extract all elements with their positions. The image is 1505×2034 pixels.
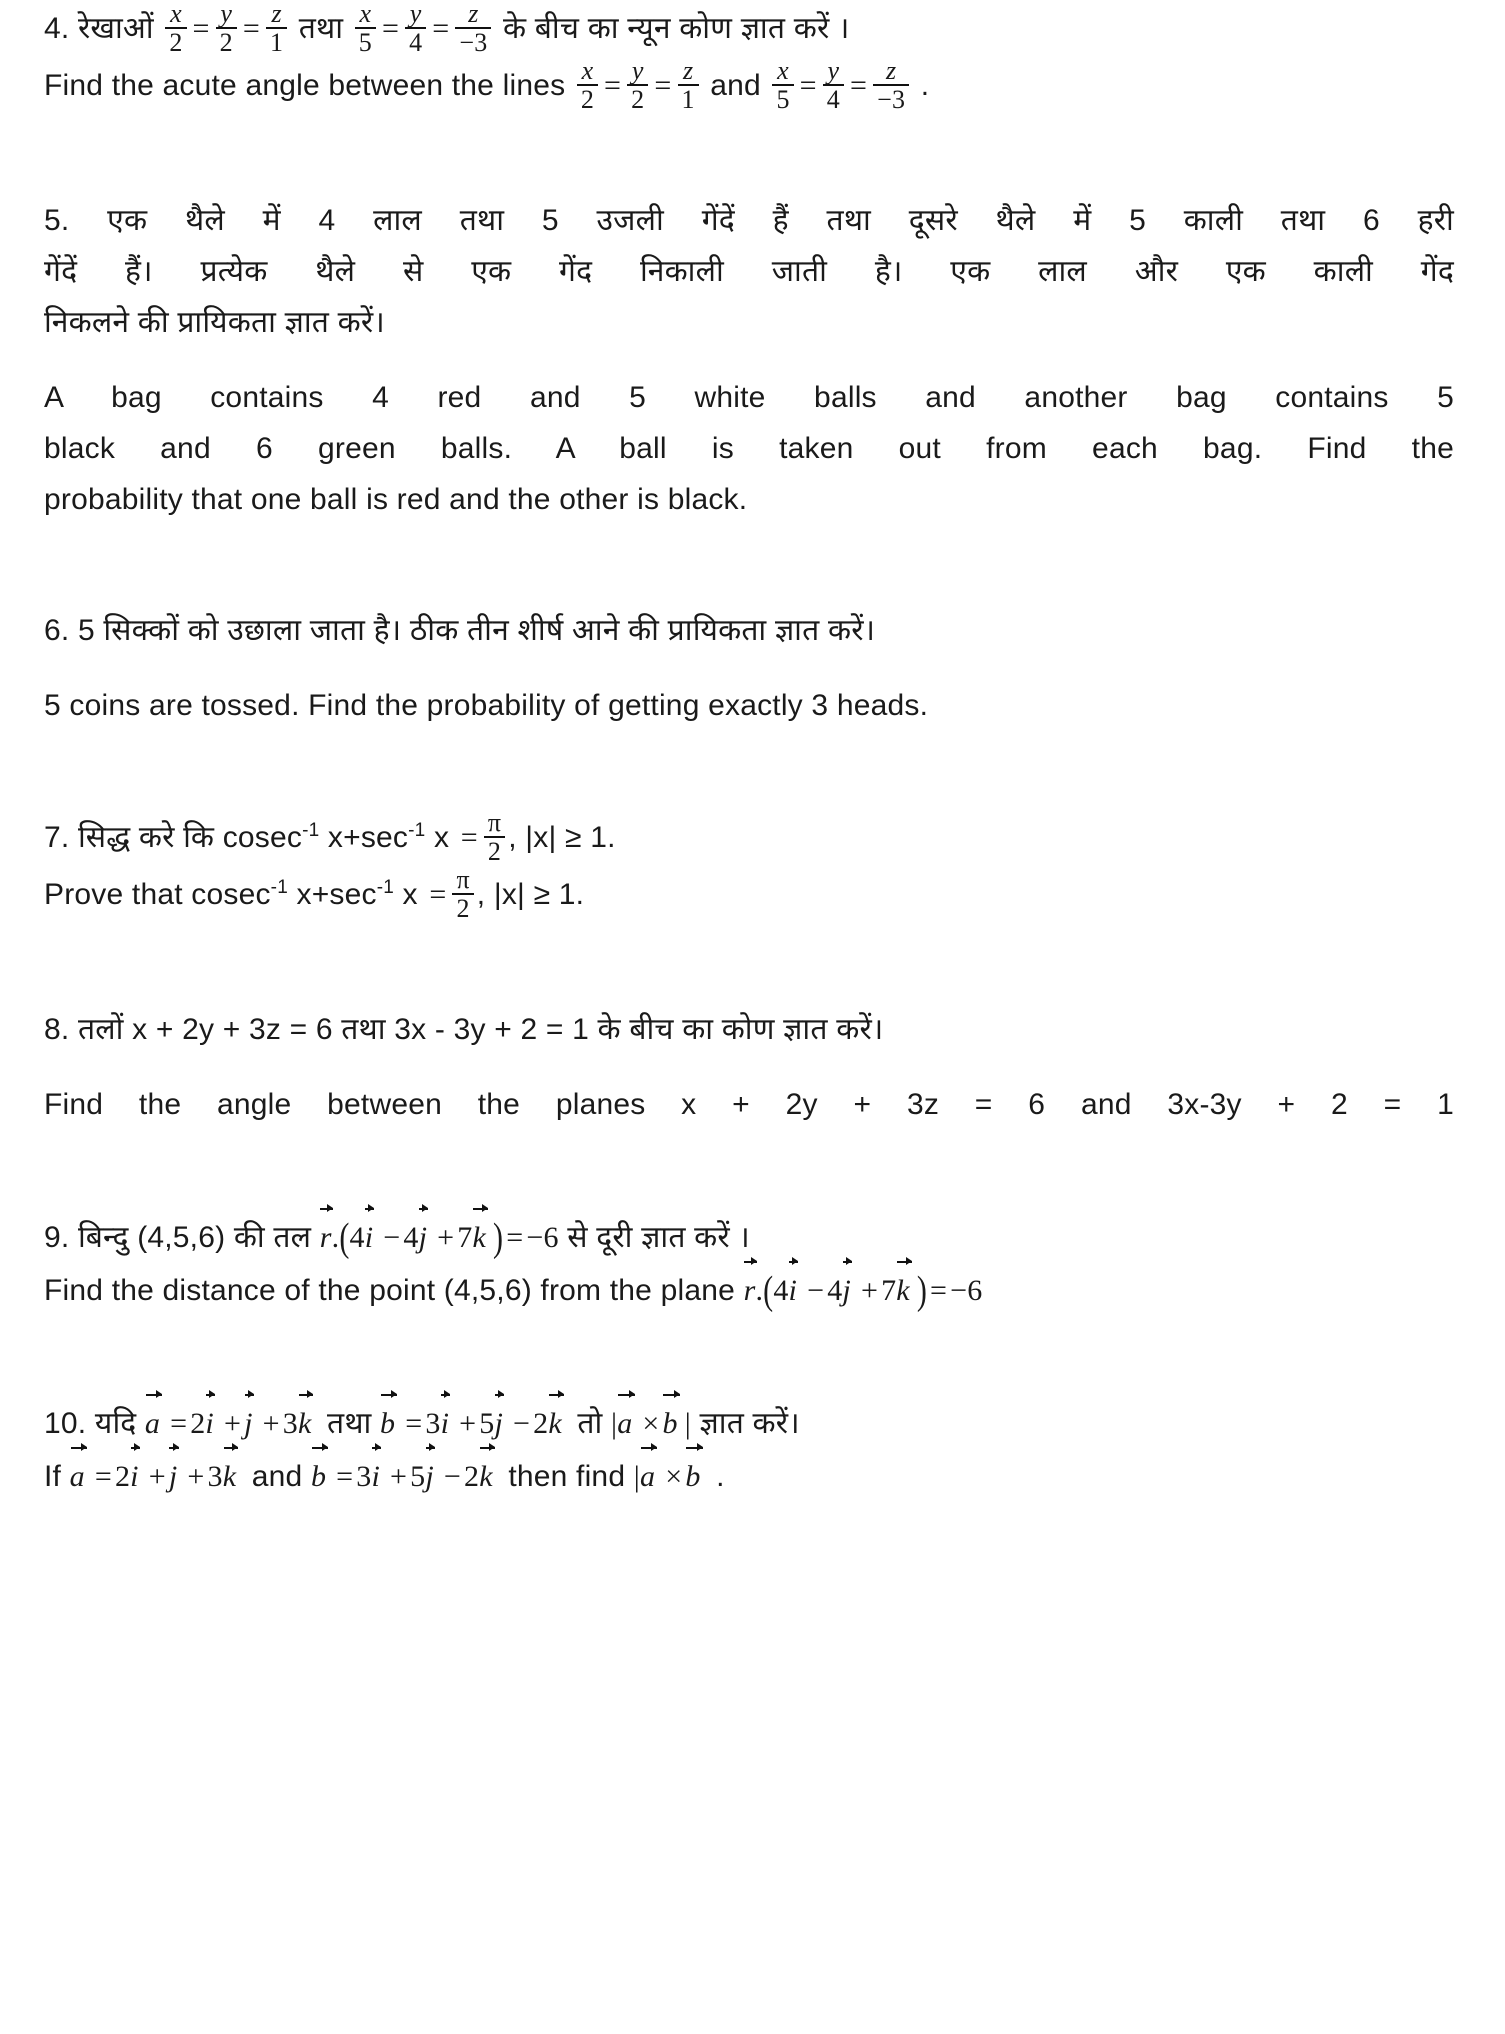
vector-r: r	[744, 1263, 756, 1316]
spacer	[44, 115, 1454, 195]
minus-sign: −	[512, 1407, 531, 1441]
question-7-english	[44, 864, 1454, 925]
vector-a: a	[640, 1449, 655, 1502]
question-4-hindi-tail: के बीच का न्यून कोण ज्ञात करें ।	[503, 12, 850, 46]
question-10-hindi-lead: 10. यदि	[44, 1407, 137, 1441]
rhs-value: −6	[526, 1221, 559, 1255]
fraction-x-2	[577, 57, 598, 114]
question-10-english-mid: and	[251, 1460, 303, 1494]
question-4-english-math-line1	[574, 55, 710, 114]
equals-sign: =	[604, 68, 622, 102]
question-4-english-lead: Find the acute angle between the lines	[44, 68, 566, 102]
absolute-x: |x|	[525, 821, 557, 855]
coefficient-4: 4	[773, 1274, 789, 1308]
equals-sign: =	[405, 1407, 423, 1441]
unit-vector-i: i	[365, 1210, 374, 1263]
question-5-hindi-line-2: गेंदें हैं। प्रत्येक थैले से एक गेंद निकाली जाती है। एक लाल और एक काली गेंद	[44, 255, 1454, 289]
question-7	[44, 808, 1454, 924]
vector-b-definition	[380, 1407, 577, 1440]
denominator-2: 2	[452, 893, 473, 922]
numerator: y	[220, 0, 233, 28]
numerator: x	[581, 55, 594, 85]
question-5-english-line-1: A bag contains 4 red and 5 white balls and another bag contains 5	[44, 381, 1454, 415]
question-8-english-line-1: Find the angle between the planes x + 2y + 3z = 6 and 3x-3y + 2 = 1	[44, 1088, 1454, 1122]
vector-b: b	[311, 1449, 326, 1502]
equals-sign: =	[170, 1407, 188, 1441]
coefficient-3: 3	[425, 1407, 441, 1441]
coefficient-7: 7	[881, 1274, 897, 1308]
question-9-hindi	[44, 1210, 1454, 1263]
denominator: 2	[577, 84, 598, 113]
question-10-english-lead: If	[44, 1460, 62, 1494]
spacer	[44, 1055, 1454, 1079]
denominator: 4	[823, 84, 844, 113]
plus-sign: +	[148, 1460, 166, 1494]
question-4-math-line1	[162, 0, 298, 58]
numerator: y	[631, 55, 644, 85]
equals-sign: =	[94, 1460, 112, 1494]
question-4-hindi-lead: 4. रेखाओं	[44, 12, 154, 46]
close-paren: )	[916, 1268, 928, 1314]
cosec-label: cosec	[222, 821, 303, 855]
equals-sign: =	[192, 12, 210, 46]
vector-b: b	[685, 1449, 700, 1502]
dot-product: .	[331, 1221, 340, 1255]
vector-r: r	[320, 1210, 332, 1263]
exponent-minus-one: -1	[302, 820, 320, 842]
question-8	[44, 1004, 1454, 1130]
unit-vector-k: k	[896, 1263, 910, 1316]
vector-a: a	[617, 1396, 632, 1449]
question-7-hindi	[44, 808, 1454, 868]
numerator: y	[827, 55, 840, 85]
vector-a: a	[145, 1396, 160, 1449]
question-list	[44, 2, 1454, 1502]
denominator: 1	[678, 84, 699, 113]
spacer	[44, 924, 1454, 1004]
unit-vector-j: j	[244, 1396, 253, 1449]
denominator: 2	[627, 84, 648, 113]
plus-sec: x+sec	[287, 878, 377, 911]
plus-sign: +	[860, 1274, 879, 1308]
variable-x: x	[394, 878, 418, 911]
question-9-english	[44, 1263, 1454, 1316]
coefficient-4: 4	[827, 1274, 843, 1308]
question-4-hindi-mid: तथा	[298, 12, 344, 46]
plus-sign: +	[390, 1460, 408, 1494]
equals-sign: =	[930, 1274, 948, 1308]
question-9	[44, 1210, 1454, 1316]
question-9-english-lead: Find the distance of the point (4,5,6) from the plane	[44, 1274, 736, 1308]
plus-sign: +	[223, 1407, 242, 1441]
equals-sign: =	[429, 878, 447, 911]
equals-sign: =	[336, 1460, 354, 1494]
unit-vector-j: j	[169, 1449, 178, 1502]
equals-sign: =	[432, 12, 450, 46]
question-9-hindi-lead: 9. बिन्दु (4,5,6) की तल	[44, 1221, 312, 1255]
coefficient-4: 4	[349, 1221, 365, 1255]
cross-product-magnitude	[611, 1407, 700, 1440]
question-4-english	[44, 55, 1454, 116]
cross-sign: ×	[642, 1407, 660, 1441]
question-10-english	[44, 1449, 1454, 1502]
coefficient-3: 3	[282, 1407, 298, 1441]
denominator: 5	[355, 27, 376, 56]
coefficient-5: 5	[479, 1407, 495, 1441]
coefficient-2: 2	[533, 1407, 549, 1441]
question-7-hindi-lead: 7. सिद्ध करे कि	[44, 821, 215, 855]
coefficient-2: 2	[190, 1407, 206, 1441]
vector-b-definition	[311, 1460, 508, 1493]
question-7-english-lead: Prove that	[44, 878, 183, 911]
exponent-minus-one: -1	[408, 820, 426, 842]
coefficient-4: 4	[403, 1221, 419, 1255]
fraction-y-4	[823, 57, 844, 114]
coefficient-3: 3	[356, 1460, 372, 1494]
cross-product-magnitude	[634, 1460, 716, 1493]
spacer	[44, 525, 1454, 605]
question-6-hindi-line-1: 6. 5 सिक्कों को उछाला जाता है। ठीक तीन शीर्ष आने की प्रायिकता ज्ञात करें।	[44, 614, 876, 648]
fraction-y-2	[216, 0, 237, 57]
question-7-expression	[222, 808, 616, 867]
coefficient-2: 2	[114, 1460, 131, 1494]
question-10-hindi	[44, 1396, 1454, 1449]
equals-sign: =	[460, 821, 478, 855]
vector-a: a	[70, 1449, 85, 1502]
unit-vector-i: i	[130, 1449, 139, 1502]
unit-vector-i: i	[789, 1263, 798, 1316]
fraction-z-minus3	[873, 57, 909, 114]
question-5-hindi-line-1: 5. एक थैले में 4 लाल तथा 5 उजली गेंदें हैं तथा दूसरे थैले में 5 काली तथा 6 हरी	[44, 204, 1454, 238]
fraction-x-5	[355, 0, 376, 57]
numerator-pi: π	[487, 808, 502, 838]
denominator: −3	[455, 27, 491, 56]
cosec-label: cosec	[191, 878, 271, 911]
denominator-2: 2	[484, 836, 505, 865]
unit-vector-j: j	[425, 1449, 434, 1502]
rhs-value: −6	[950, 1274, 983, 1308]
numerator-pi: π	[456, 864, 470, 894]
question-4-english-mid: and	[710, 68, 761, 102]
variable-x: x	[425, 821, 450, 855]
question-10-hindi-mid: तथा	[327, 1407, 372, 1441]
question-10-hindi-then: तो	[577, 1407, 603, 1441]
question-5-english-line-2: black and 6 green balls. A ball is taken out from each bag. Find the	[44, 432, 1454, 466]
absolute-x: |x|	[493, 878, 526, 911]
numerator: x	[777, 55, 789, 85]
question-8-hindi-line-1: 8. तलों x + 2y + 3z = 6 तथा 3x - 3y + 2 = 1 के बीच का कोण ज्ञात करें।	[44, 1013, 884, 1047]
denominator: 2	[216, 27, 237, 56]
question-9-hindi-tail: से दूरी ज्ञात करें ।	[567, 1221, 750, 1255]
spacer	[44, 1316, 1454, 1396]
equals-sign: =	[242, 12, 260, 46]
plus-sign: +	[262, 1407, 280, 1441]
coefficient-5: 5	[410, 1460, 426, 1494]
spacer	[44, 731, 1454, 811]
question-6-english-line-1: 5 coins are tossed. Find the probability of getting exactly 3 heads.	[44, 689, 929, 723]
bar-left: |	[611, 1407, 618, 1441]
equals-sign: =	[381, 12, 400, 46]
plus-sign: +	[459, 1407, 477, 1441]
cross-sign: ×	[665, 1460, 683, 1494]
question-4-hindi	[44, 2, 1454, 59]
bar-left: |	[633, 1460, 640, 1494]
numerator: x	[359, 0, 372, 28]
vector-a-definition	[70, 1460, 252, 1493]
denominator: 5	[772, 84, 793, 113]
question-5-english-line-3: probability that one ball is red and the other is black.	[44, 483, 748, 517]
numerator: z	[885, 55, 897, 85]
minus-sign: −	[807, 1274, 825, 1308]
unit-vector-k: k	[548, 1396, 562, 1449]
denominator: −3	[873, 84, 909, 113]
numerator: y	[409, 0, 422, 28]
greater-equal-one: ≥ 1.	[533, 878, 585, 911]
question-4-english-tail: .	[920, 68, 930, 102]
exponent-minus-one: -1	[270, 877, 288, 898]
denominator: 4	[405, 27, 426, 56]
unit-vector-k: k	[298, 1396, 312, 1449]
question-4	[44, 2, 1454, 115]
plus-sec: x+sec	[319, 821, 409, 855]
numerator: z	[468, 0, 479, 28]
numerator: z	[682, 55, 694, 85]
question-7-english-expression	[191, 864, 585, 924]
question-9-plane-equation	[319, 1215, 567, 1261]
denominator: 1	[266, 27, 287, 56]
equals-sign: =	[654, 68, 672, 102]
fraction-z-minus3	[455, 0, 491, 57]
coefficient-7: 7	[457, 1221, 473, 1255]
fraction-z-1	[678, 57, 699, 114]
unit-vector-j: j	[842, 1263, 851, 1316]
unit-vector-i: i	[372, 1449, 381, 1502]
question-4-math-line2	[352, 0, 503, 58]
question-10-english-tail: .	[716, 1460, 725, 1494]
close-paren: )	[493, 1215, 504, 1261]
vector-b: b	[663, 1396, 678, 1449]
unit-vector-k: k	[223, 1449, 237, 1502]
question-9-english-plane-equation	[743, 1268, 983, 1314]
open-paren: (	[763, 1268, 774, 1314]
fraction-x-5	[772, 57, 793, 114]
fraction-y-2	[627, 57, 648, 114]
vector-b: b	[380, 1396, 395, 1449]
open-paren: (	[339, 1215, 350, 1261]
numerator: x	[170, 0, 182, 28]
spacer	[44, 1130, 1454, 1210]
bar-right: |	[684, 1407, 691, 1441]
denominator: 2	[165, 27, 186, 56]
equals-sign: =	[849, 68, 868, 102]
question-10	[44, 1396, 1454, 1502]
coefficient-2: 2	[464, 1460, 480, 1494]
question-5-hindi-line-3: निकलने की प्रायिकता ज्ञात करें।	[44, 306, 385, 340]
unit-vector-i: i	[441, 1396, 450, 1449]
greater-equal-one: ≥ 1.	[565, 821, 616, 855]
fraction-x-2	[165, 0, 186, 57]
numerator: z	[271, 0, 282, 28]
spacer	[44, 656, 1454, 680]
equals-sign: =	[506, 1221, 524, 1255]
plus-sign: +	[187, 1460, 205, 1494]
comma: ,	[476, 878, 486, 911]
unit-vector-i: i	[205, 1396, 214, 1449]
minus-sign: −	[383, 1221, 401, 1255]
vector-a-definition	[145, 1407, 327, 1440]
spacer	[44, 348, 1454, 372]
fraction-z-1	[266, 0, 287, 57]
question-10-hindi-tail: ज्ञात करें।	[699, 1407, 800, 1441]
fraction-pi-2	[452, 866, 473, 923]
plus-sign: +	[437, 1221, 455, 1255]
equals-sign: =	[799, 68, 817, 102]
comma: ,	[508, 821, 517, 855]
unit-vector-j: j	[419, 1210, 428, 1263]
dot-product: .	[755, 1274, 764, 1308]
unit-vector-k: k	[473, 1210, 487, 1263]
question-5	[44, 195, 1454, 525]
coefficient-3: 3	[207, 1460, 223, 1494]
fraction-y-4	[405, 0, 426, 57]
unit-vector-k: k	[479, 1449, 493, 1502]
minus-sign: −	[443, 1460, 462, 1494]
fraction-pi-2	[484, 809, 505, 866]
question-6	[44, 605, 1454, 731]
question-10-english-then: then find	[508, 1460, 626, 1494]
unit-vector-j: j	[494, 1396, 503, 1449]
exponent-minus-one: -1	[376, 877, 395, 898]
question-4-english-math-line2	[769, 55, 920, 114]
